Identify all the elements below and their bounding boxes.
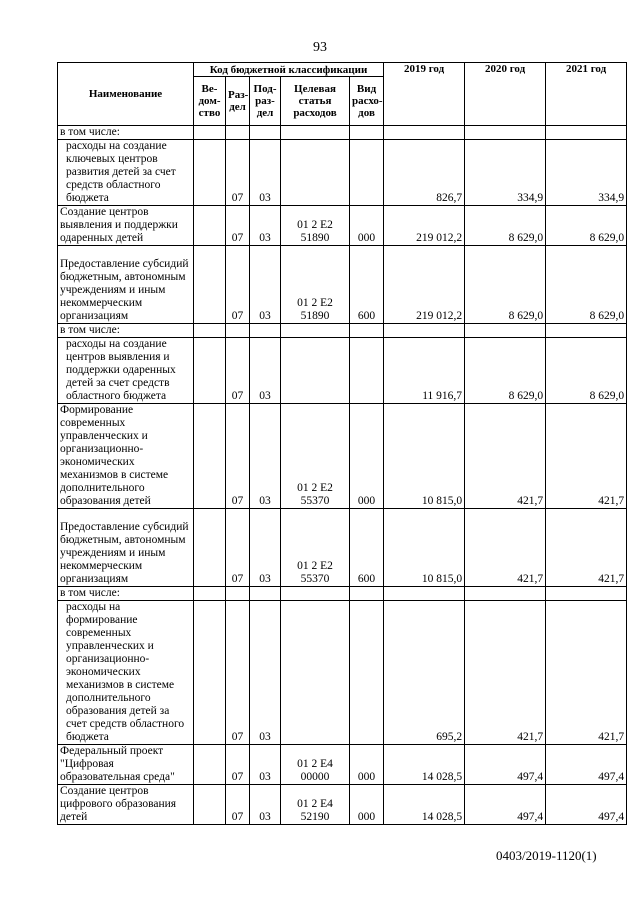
- row-name: в том числе:: [58, 126, 194, 140]
- row-celevaya: [281, 587, 350, 601]
- row-ved: [194, 587, 226, 601]
- row-ved: [194, 404, 226, 509]
- row-name: Федеральный проект "Цифровая образовательная среда": [58, 745, 194, 785]
- row-name: Формирование современных управленческих и организационно-экономических механизмов в системе дополнительного образования детей: [58, 404, 194, 509]
- row-2019: 14 028,5: [384, 785, 465, 825]
- row-podrazdel: 03: [250, 785, 281, 825]
- row-2020: 497,4: [465, 785, 546, 825]
- row-2020: [465, 324, 546, 338]
- row-vid: [350, 338, 384, 404]
- header-razdel: Раз-дел: [226, 77, 250, 126]
- row-2021: 8 629,0: [546, 338, 627, 404]
- row-razdel: 07: [226, 745, 250, 785]
- row-celevaya: [281, 324, 350, 338]
- header-name: Наименование: [58, 63, 194, 126]
- row-vid: [350, 140, 384, 206]
- row-2019: 219 012,2: [384, 206, 465, 246]
- table-row: [58, 601, 627, 745]
- row-ved: [194, 140, 226, 206]
- budget-table: [57, 62, 627, 825]
- row-celevaya: [281, 140, 350, 206]
- row-name: расходы на создание ключевых центров развития детей за счет средств областного бюджета: [58, 140, 194, 206]
- row-podrazdel: 03: [250, 140, 281, 206]
- row-name: Создание центров выявления и поддержки одаренных детей: [58, 206, 194, 246]
- row-2020: 8 629,0: [465, 206, 546, 246]
- row-2021: [546, 324, 627, 338]
- row-2019: 695,2: [384, 601, 465, 745]
- header-podrazdel: Под-раз-дел: [250, 77, 281, 126]
- row-2019: [384, 126, 465, 140]
- row-ved: [194, 338, 226, 404]
- row-2021: 497,4: [546, 745, 627, 785]
- table-row: [58, 246, 627, 324]
- row-name: в том числе:: [58, 587, 194, 601]
- row-name: расходы на создание центров выявления и поддержки одаренных детей за счет средств областного бюджета: [58, 338, 194, 404]
- row-2021: 8 629,0: [546, 206, 627, 246]
- row-name: расходы на формирование современных управленческих и организационно-экономических механизмов в системе дополнительного образования детей за счет средств областного бюджета: [58, 601, 194, 745]
- row-vid: [350, 126, 384, 140]
- row-razdel: [226, 587, 250, 601]
- row-vid: 000: [350, 404, 384, 509]
- row-2019: 219 012,2: [384, 246, 465, 324]
- row-podrazdel: [250, 126, 281, 140]
- row-2021: 497,4: [546, 785, 627, 825]
- row-name: Создание центров цифрового образования детей: [58, 785, 194, 825]
- row-celevaya: 01 2 E2 51890: [281, 246, 350, 324]
- row-ved: [194, 126, 226, 140]
- row-name: Предоставление субсидий бюджетным, автономным учреждениям и иным некоммерческим организациям: [58, 246, 194, 324]
- row-celevaya: 01 2 E2 55370: [281, 404, 350, 509]
- row-ved: [194, 509, 226, 587]
- row-celevaya: 01 2 E4 52190: [281, 785, 350, 825]
- table-row: [58, 338, 627, 404]
- row-name: Предоставление субсидий бюджетным, автономным учреждениям и иным некоммерческим организациям: [58, 509, 194, 587]
- table-row: [58, 587, 627, 601]
- row-razdel: [226, 126, 250, 140]
- row-2021: [546, 126, 627, 140]
- row-2020: 421,7: [465, 404, 546, 509]
- row-celevaya: [281, 338, 350, 404]
- row-2019: [384, 587, 465, 601]
- row-ved: [194, 745, 226, 785]
- row-2020: 334,9: [465, 140, 546, 206]
- row-2020: 497,4: [465, 745, 546, 785]
- row-2020: 421,7: [465, 509, 546, 587]
- row-2021: 421,7: [546, 601, 627, 745]
- row-razdel: 07: [226, 509, 250, 587]
- row-2019: 10 815,0: [384, 509, 465, 587]
- row-2019: 826,7: [384, 140, 465, 206]
- row-ved: [194, 324, 226, 338]
- table-row: [58, 745, 627, 785]
- row-ved: [194, 206, 226, 246]
- header-vid: Вид расхо-дов: [350, 77, 384, 126]
- row-2019: 14 028,5: [384, 745, 465, 785]
- table-row: [58, 404, 627, 509]
- row-podrazdel: 03: [250, 404, 281, 509]
- row-2021: 421,7: [546, 404, 627, 509]
- header-2021: 2021 год: [546, 63, 627, 126]
- row-vid: 000: [350, 785, 384, 825]
- table-row: [58, 324, 627, 338]
- header-celevaya: Целевая статья расходов: [281, 77, 350, 126]
- row-2019: 11 916,7: [384, 338, 465, 404]
- row-2020: [465, 587, 546, 601]
- table-row: [58, 785, 627, 825]
- row-celevaya: [281, 126, 350, 140]
- row-podrazdel: 03: [250, 246, 281, 324]
- row-razdel: [226, 324, 250, 338]
- row-podrazdel: 03: [250, 338, 281, 404]
- row-celevaya: [281, 601, 350, 745]
- row-ved: [194, 601, 226, 745]
- row-celevaya: 01 2 E2 55370: [281, 509, 350, 587]
- header-2019: 2019 год: [384, 63, 465, 126]
- row-vid: [350, 587, 384, 601]
- row-celevaya: 01 2 E2 51890: [281, 206, 350, 246]
- row-razdel: 07: [226, 140, 250, 206]
- row-name: в том числе:: [58, 324, 194, 338]
- row-podrazdel: 03: [250, 745, 281, 785]
- row-vid: 000: [350, 206, 384, 246]
- row-2019: 10 815,0: [384, 404, 465, 509]
- table-row: [58, 140, 627, 206]
- row-2019: [384, 324, 465, 338]
- row-2020: 8 629,0: [465, 338, 546, 404]
- row-2021: 8 629,0: [546, 246, 627, 324]
- row-podrazdel: [250, 324, 281, 338]
- row-razdel: 07: [226, 338, 250, 404]
- row-2021: [546, 587, 627, 601]
- row-2020: [465, 126, 546, 140]
- row-razdel: 07: [226, 404, 250, 509]
- row-celevaya: 01 2 E4 00000: [281, 745, 350, 785]
- row-vid: 000: [350, 745, 384, 785]
- row-razdel: 07: [226, 246, 250, 324]
- row-podrazdel: 03: [250, 509, 281, 587]
- row-razdel: 07: [226, 785, 250, 825]
- row-2020: 421,7: [465, 601, 546, 745]
- row-podrazdel: 03: [250, 601, 281, 745]
- row-razdel: 07: [226, 601, 250, 745]
- table-row: [58, 509, 627, 587]
- row-2021: 421,7: [546, 509, 627, 587]
- row-2021: 334,9: [546, 140, 627, 206]
- row-podrazdel: 03: [250, 206, 281, 246]
- row-vid: 600: [350, 246, 384, 324]
- row-ved: [194, 246, 226, 324]
- document-code: 0403/2019-1120(1): [496, 848, 597, 863]
- table-row: [58, 206, 627, 246]
- row-vid: [350, 601, 384, 745]
- row-vid: [350, 324, 384, 338]
- header-code-group: Код бюджетной классификации: [194, 63, 384, 77]
- header-ved: Ве-дом-ство: [194, 77, 226, 126]
- page-number: 93: [313, 40, 327, 55]
- row-2020: 8 629,0: [465, 246, 546, 324]
- header-2020: 2020 год: [465, 63, 546, 126]
- row-podrazdel: [250, 587, 281, 601]
- row-ved: [194, 785, 226, 825]
- table-row: [58, 126, 627, 140]
- row-razdel: 07: [226, 206, 250, 246]
- row-vid: 600: [350, 509, 384, 587]
